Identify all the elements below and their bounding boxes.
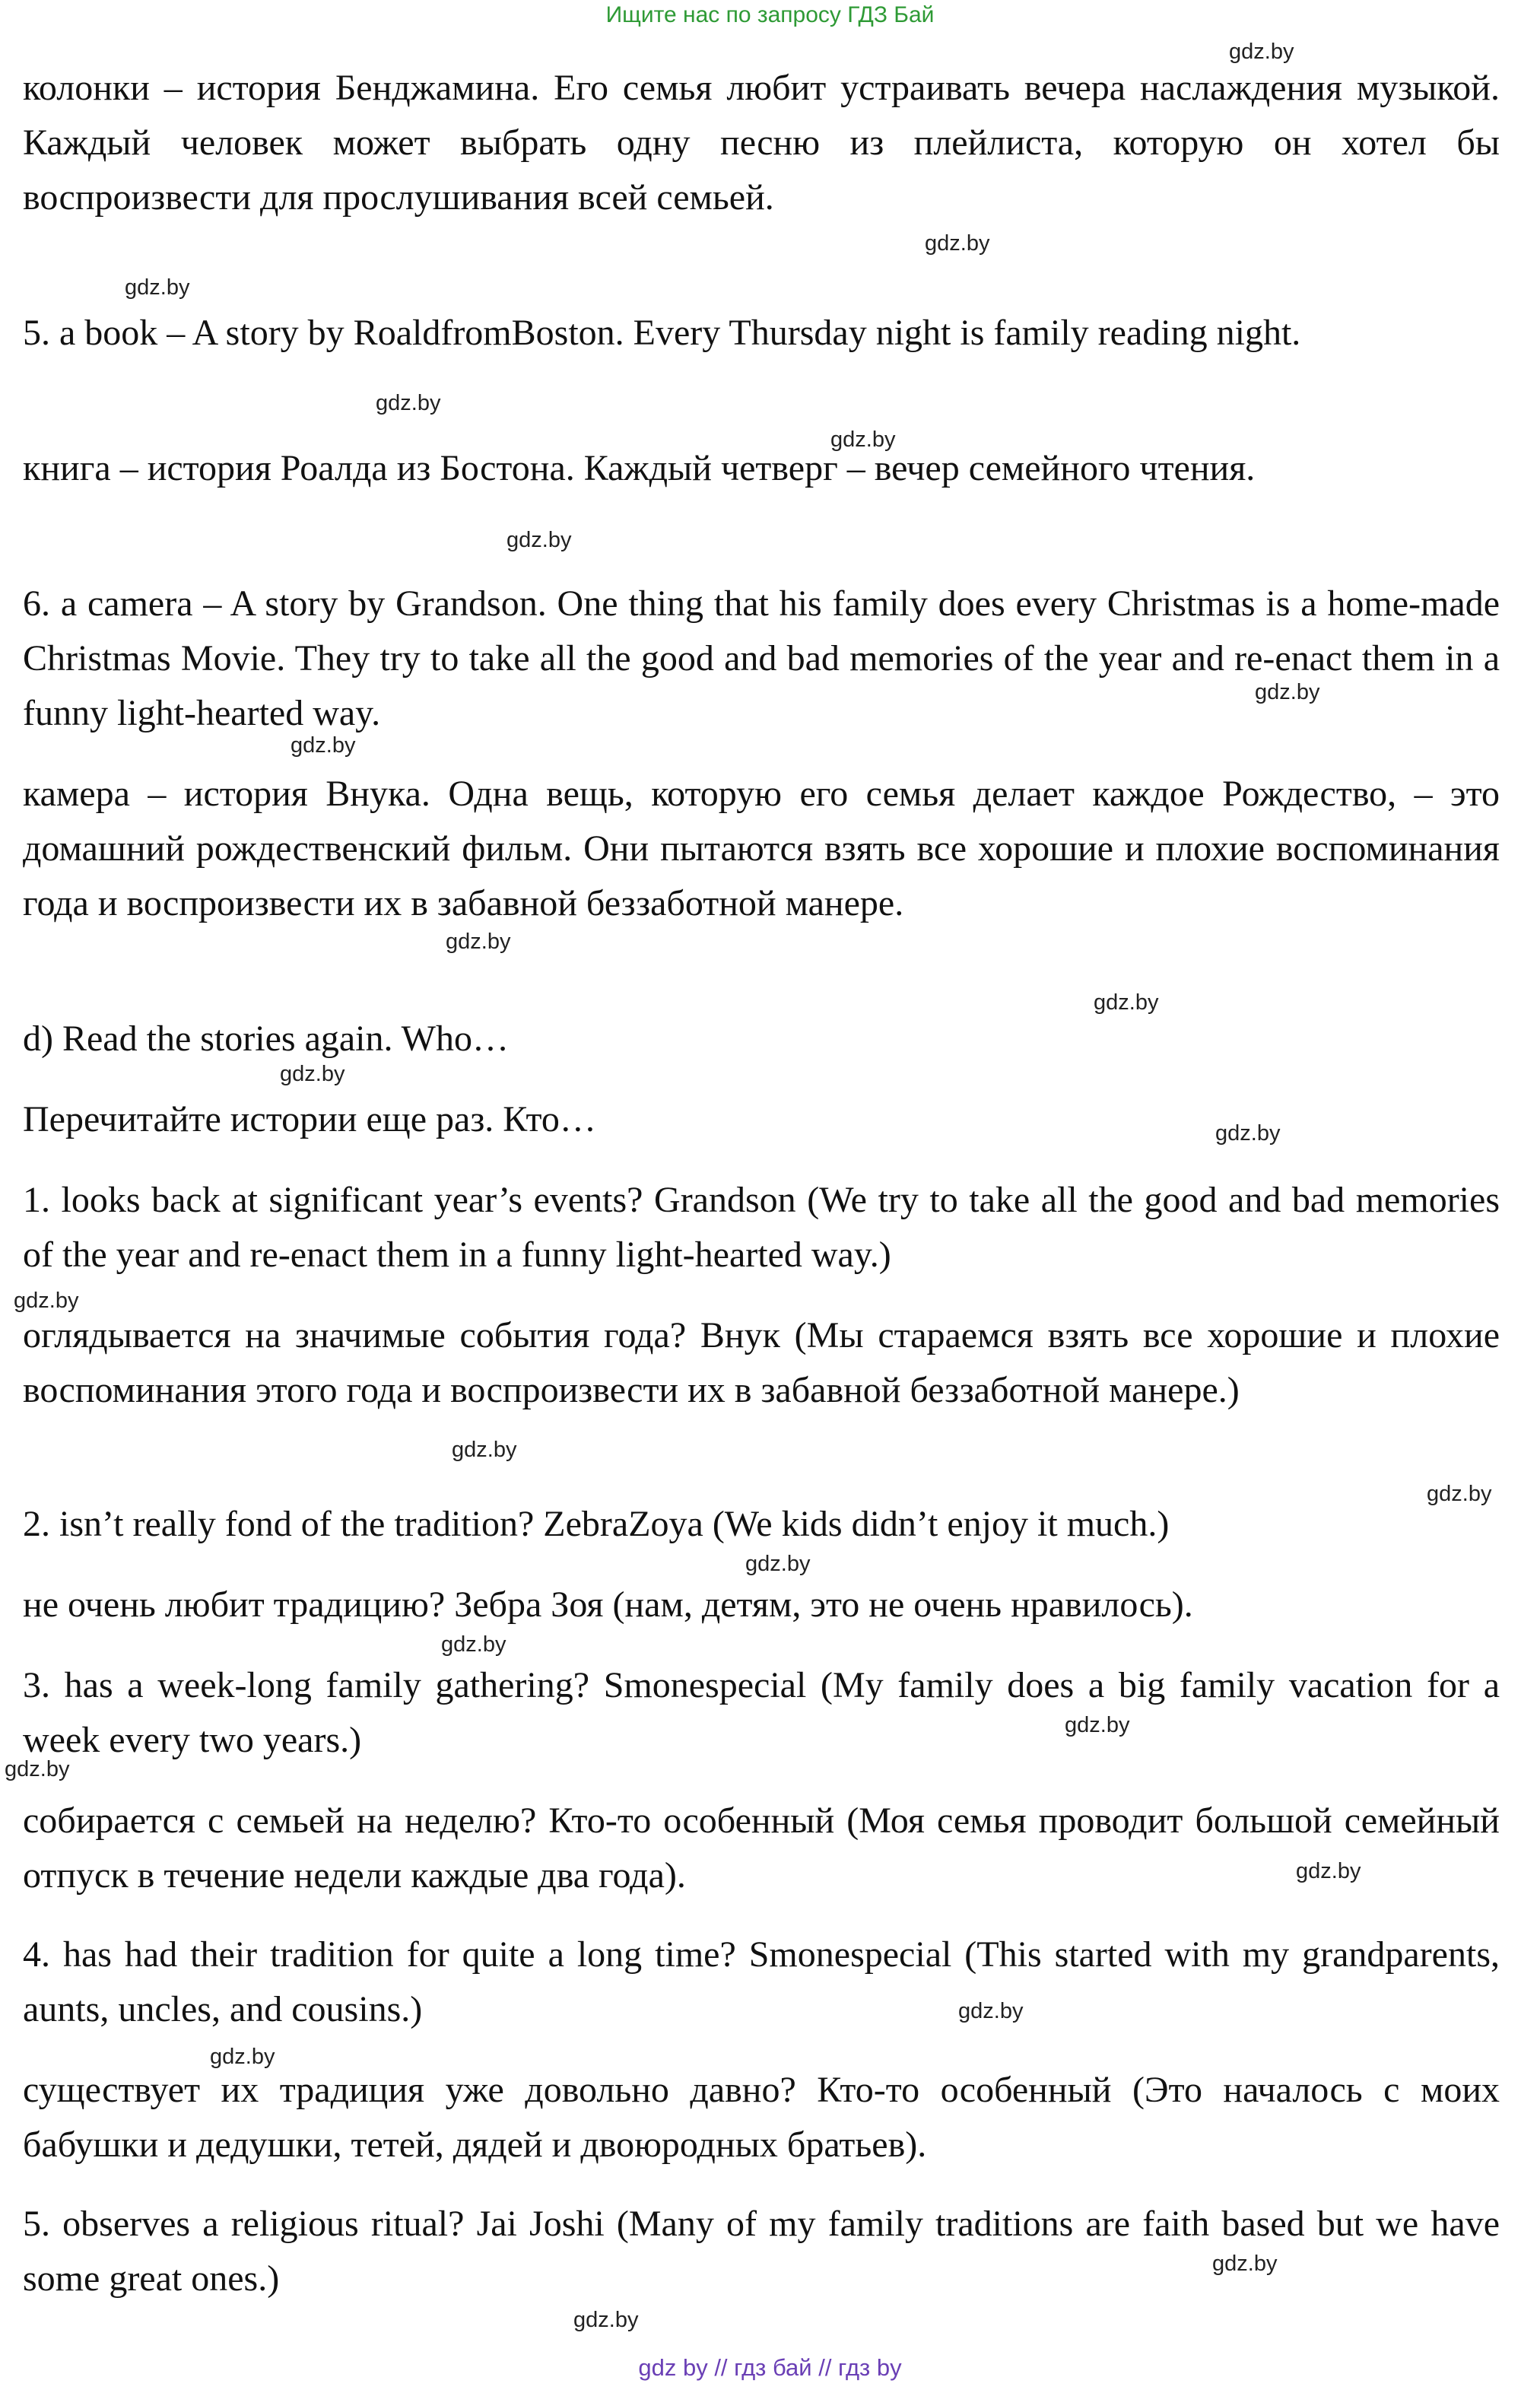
watermark: gdz.by — [1065, 1713, 1130, 1737]
paragraph-camera-ru: камера – история Внука. Одна вещь, которую его семья делает каждое Рождество, – это домашний рождественский фильм. Они пытаются взять все хорошие и плохие воспоминания года и воспроизвести их в забавной беззаботной манере. — [23, 774, 1500, 923]
paragraph-camera-en: 6. a camera – A story by Grandson. One thing that his family does every Christmas is a home-made Christmas Movie. They try to take all the good and bad memories of the year and re-enact them in a funny light-hearted way. — [23, 583, 1500, 733]
watermark: gdz.by — [830, 427, 896, 452]
paragraph-music-ru: колонки – история Бенджамина. Его семья любит устраивать вечера наслаждения музыкой. Каждый человек может выбрать одну песню из плейлиста, которую он хотел бы воспроизвести для прослушивания всей семьей. — [23, 68, 1500, 218]
section-heading-d-ru: Перечитайте истории еще раз. Кто… — [23, 1099, 596, 1139]
watermark: gdz.by — [452, 1438, 517, 1462]
watermark: gdz.by — [1255, 680, 1320, 704]
answer-2-ru: не очень любит традицию? Зебра Зоя (нам, детям, это не очень нравилось). — [23, 1584, 1193, 1625]
watermark: gdz.by — [1427, 1482, 1492, 1506]
answer-3-en: 3. has a week-long family gathering? Smonespecial (My family does a big family vacation for a week every two years.) — [23, 1665, 1500, 1760]
paragraph-book-ru: книга – история Роалда из Бостона. Каждый четверг – вечер семейного чтения. — [23, 448, 1256, 488]
watermark: gdz.by — [14, 1289, 79, 1313]
watermark: gdz.by — [1296, 1859, 1361, 1883]
watermark: gdz.by — [1094, 990, 1159, 1015]
watermark: gdz.by — [291, 733, 356, 758]
watermark: gdz.by — [441, 1632, 506, 1657]
answer-5-en: 5. observes a religious ritual? Jai Joshi (Many of my family traditions are faith based but we have some great ones.) — [23, 2204, 1500, 2299]
watermark: gdz.by — [573, 2308, 639, 2332]
paragraph-book-en: 5. a book – A story by RoaldfromBoston. Every Thursday night is family reading night. — [23, 313, 1301, 353]
watermark: gdz.by — [446, 930, 511, 954]
watermark: gdz.by — [1212, 2252, 1278, 2276]
answer-3-ru: собирается с семьей на неделю? Кто-то особенный (Моя семья проводит большой семейный отпуск в течение недели каждые два года). — [23, 1800, 1500, 1896]
answer-1-en: 1. looks back at significant year’s events? Grandson (We try to take all the good and bad memories of the year and re-enact them in a funny light-hearted way.) — [23, 1180, 1500, 1275]
watermark: gdz.by — [925, 231, 990, 256]
watermark: gdz.by — [1229, 40, 1294, 64]
footer-links: gdz by // гдз бай // гдз by — [638, 2354, 902, 2381]
watermark: gdz.by — [210, 2045, 275, 2069]
watermark: gdz.by — [125, 275, 190, 300]
answer-4-en: 4. has had their tradition for quite a long time? Smonespecial (This started with my grandparents, aunts, uncles, and cousins.) — [23, 1934, 1500, 2029]
watermark: gdz.by — [5, 1757, 70, 1781]
watermark: gdz.by — [958, 1999, 1024, 2023]
watermark: gdz.by — [1215, 1121, 1281, 1146]
answer-4-ru: существует их традиция уже довольно давно? Кто-то особенный (Это началось с моих бабушки и дедушки, тетей, дядей и двоюродных братьев). — [23, 2070, 1500, 2165]
answer-1-ru: оглядывается на значимые события года? Внук (Мы стараемся взять все хорошие и плохие воспоминания этого года и воспроизвести их в забавной беззаботной манере.) — [23, 1315, 1500, 1410]
watermark: gdz.by — [506, 528, 572, 552]
search-hint-header: Ищите нас по запросу ГДЗ Бай — [605, 2, 935, 27]
section-heading-d: d) Read the stories again. Who… — [23, 1019, 509, 1059]
watermark: gdz.by — [745, 1552, 811, 1576]
watermark: gdz.by — [280, 1062, 345, 1086]
watermark: gdz.by — [376, 391, 441, 415]
answer-2-en: 2. isn’t really fond of the tradition? ZebraZoya (We kids didn’t enjoy it much.) — [23, 1504, 1170, 1544]
